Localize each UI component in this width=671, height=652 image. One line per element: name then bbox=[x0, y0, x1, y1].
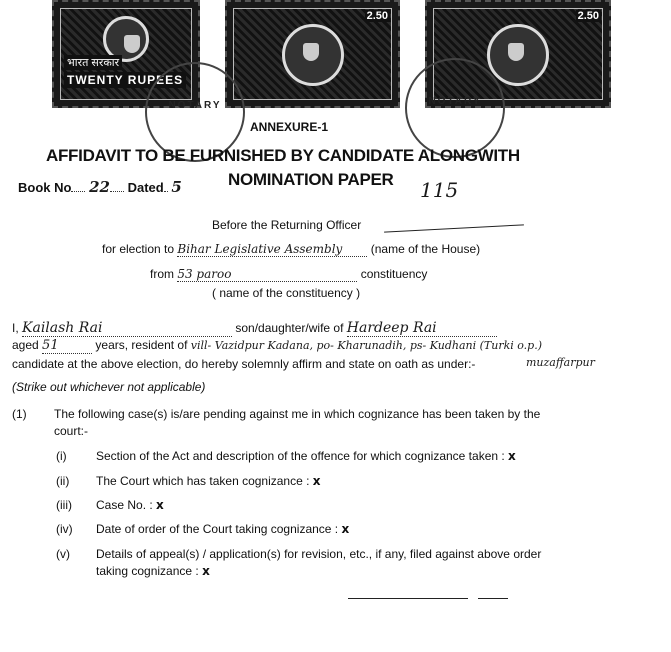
stamp-value: 2.50 bbox=[366, 10, 388, 22]
item-text: Date of order of the Court taking cognizance : x bbox=[96, 522, 350, 536]
item-text: Details of appeal(s) / application(s) for revision, etc., if any, filed against above order bbox=[96, 547, 542, 561]
signature-line-end bbox=[478, 598, 508, 599]
document-title-line2: NOMINATION PAPER bbox=[228, 170, 394, 189]
item-text: Case No. : x bbox=[96, 498, 164, 512]
dated-value: 5 bbox=[171, 178, 182, 196]
item-number: (iv) bbox=[56, 522, 73, 536]
deponent-name: Kailash Rai bbox=[22, 320, 232, 337]
para-number: (1) bbox=[12, 407, 27, 421]
item-text: Section of the Act and description of the offence for which cognizance taken : x bbox=[96, 449, 516, 463]
address-continuation: muzaffarpur bbox=[526, 356, 595, 369]
item-text: The Court which has taken cognizance : x bbox=[96, 474, 321, 488]
margin-note: 115 bbox=[420, 178, 459, 202]
item-text-cont: taking cognizance : x bbox=[96, 564, 210, 578]
item-number: (ii) bbox=[56, 474, 70, 488]
constituency-note: ( name of the constituency ) bbox=[212, 286, 361, 300]
handwritten-stroke bbox=[384, 224, 524, 232]
annexure-label: ANNEXURE-1 bbox=[250, 120, 329, 134]
signature-line bbox=[348, 598, 468, 599]
candidate-statement: candidate at the above election, do hereby solemnly affirm and state on oath as under:- bbox=[12, 357, 476, 371]
parent-name: Hardeep Rai bbox=[347, 320, 497, 337]
emblem-icon bbox=[282, 24, 344, 86]
deponent-line: I, Kailash Rai son/daughter/wife of Hardeep Rai bbox=[12, 320, 497, 337]
strike-note: (Strike out whichever not applicable) bbox=[12, 380, 206, 394]
answer-cross: x bbox=[312, 474, 321, 488]
house-name: Bihar Legislative Assembly bbox=[177, 242, 367, 257]
item-number: (i) bbox=[56, 449, 67, 463]
answer-cross: x bbox=[508, 449, 516, 463]
notary-seal: NOTARY bbox=[145, 62, 245, 162]
before-returning-officer: Before the Returning Officer bbox=[212, 218, 362, 232]
para-text-cont: court:- bbox=[54, 424, 89, 438]
constituency-line: from 53 paroo constituency bbox=[150, 267, 428, 281]
answer-cross: x bbox=[202, 564, 210, 578]
stamp-value: 2.50 bbox=[577, 10, 599, 22]
constituency-name: 53 paroo bbox=[177, 267, 357, 282]
answer-cross: x bbox=[156, 498, 164, 512]
stamp-label: TWENTY RUPEES bbox=[64, 72, 186, 88]
para-text: The following case(s) is/are pending against me in which cognizance has been taken by the bbox=[54, 407, 541, 421]
stamp-paper-middle bbox=[225, 0, 400, 108]
answer-cross: x bbox=[341, 522, 350, 536]
emblem-icon bbox=[487, 24, 549, 86]
item-number: (v) bbox=[56, 547, 70, 561]
book-no: Book No 22 Dated 5 bbox=[18, 178, 182, 196]
document-title: AFFIDAVIT TO BE FURNISHED BY CANDIDATE ALONGWITH bbox=[46, 146, 520, 165]
age-address-line: aged 51 years, resident of vill- Vazidpur Kadana, po- Kharunadih, ps- Kudhani (Turki o.p.) bbox=[12, 338, 543, 353]
address-value: vill- Vazidpur Kadana, po- Kharunadih, ps- Kudhani (Turki o.p.) bbox=[190, 339, 543, 352]
notary-seal: NOTARY bbox=[405, 58, 505, 158]
age-value: 51 bbox=[42, 338, 92, 354]
election-line: for election to Bihar Legislative Assembly (name of the House) bbox=[102, 242, 481, 256]
book-no-value: 22 bbox=[89, 178, 110, 196]
item-number: (iii) bbox=[56, 498, 72, 512]
stamp-label-hindi: भारत सरकार bbox=[64, 55, 122, 70]
